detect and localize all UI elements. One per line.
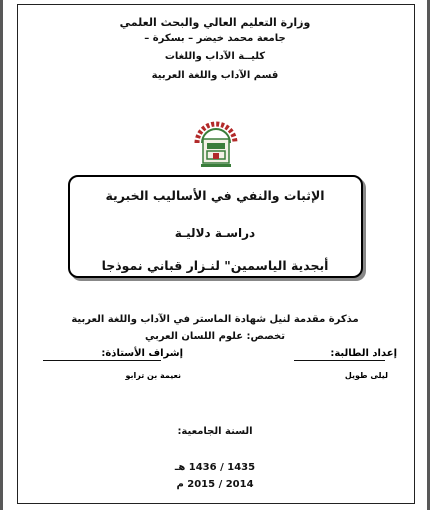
university-heading: جامعة محمد خيضر – بسكرة – [144,33,286,44]
specialization: تخصص: علوم اللسان العربي [144,331,286,342]
memo-purpose: مذكرة مقدمة لنيل شهادة الماستر في الآداب واللغة العربية [71,314,359,325]
supervisor-name: نعيمة بن ترابو [125,371,181,380]
faculty-heading: كليــة الآداب واللغات [164,51,266,62]
university-emblem-icon [191,119,241,171]
student-label: إعداد الطالبة: [330,348,397,359]
academic-year-label: السنة الجامعية: [177,426,253,437]
ministry-heading: وزارة التعليم العالي والبحث العلمي [119,16,311,29]
student-name: ليلى طويل [344,371,388,380]
student-underline [294,360,385,361]
page-sheet [3,0,427,510]
gregorian-year: 2014 / 2015 م [176,479,254,490]
supervisor-underline [43,360,161,361]
hijri-year: 1435 / 1436 هـ [174,462,256,473]
department-heading: قسم الآداب واللغة العربية [151,70,279,81]
thesis-corpus: أبجدية الياسمين" لنـزار قباني نموذجا [101,258,329,273]
thesis-title: الإثبات والنفي في الأساليب الخبرية [105,188,325,203]
thesis-subtitle: دراسـة دلاليـة [174,226,256,240]
supervisor-label: إشراف الأستاذة: [101,348,183,359]
